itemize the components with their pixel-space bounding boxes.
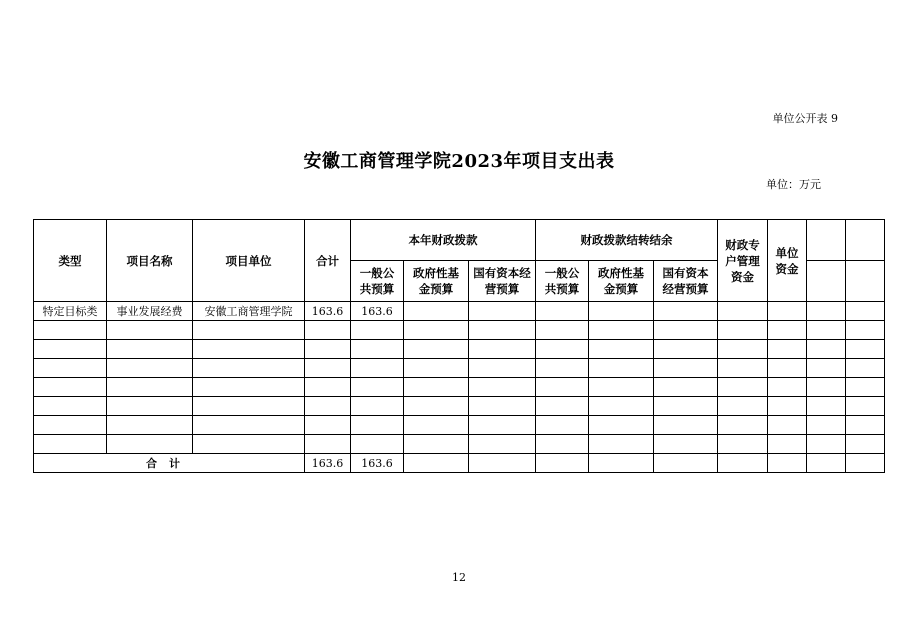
table-row-empty xyxy=(34,435,885,454)
page-number: 12 xyxy=(452,571,466,584)
cell-project-name: 事业发展经费 xyxy=(107,302,193,321)
header-cy-general: 一般公共预算 xyxy=(351,261,404,302)
table-row-empty xyxy=(34,359,885,378)
table-row-empty xyxy=(34,378,885,397)
header-cy-gov-fund: 政府性基金预算 xyxy=(404,261,469,302)
header-extra-2b xyxy=(846,261,885,302)
cell-unit-fund xyxy=(768,302,807,321)
cell-extra-2 xyxy=(846,302,885,321)
header-extra-2 xyxy=(846,220,885,261)
cell-type: 特定目标类 xyxy=(34,302,107,321)
header-current-year-appropriation: 本年财政拨款 xyxy=(351,220,536,261)
form-number: 单位公开表 9 xyxy=(772,112,838,125)
unit-label: 单位：万元 xyxy=(766,178,821,191)
table-row-empty xyxy=(34,321,885,340)
header-unit-fund: 单位资金 xyxy=(768,220,807,302)
total-row xyxy=(34,454,885,473)
total-label: 合计 xyxy=(34,454,305,473)
total-sum: 163.6 xyxy=(305,454,351,473)
header-row-1 xyxy=(34,220,885,261)
table-row xyxy=(34,302,885,321)
total-cy-general: 163.6 xyxy=(351,454,404,473)
header-type: 类型 xyxy=(34,220,107,302)
cell-extra-1 xyxy=(807,302,846,321)
table-row-empty xyxy=(34,416,885,435)
page-title: 安徽工商管理学院2023年项目支出表 xyxy=(303,151,615,172)
cell-co-general xyxy=(536,302,589,321)
header-co-gov-fund: 政府性基金预算 xyxy=(589,261,654,302)
cell-co-state-capital xyxy=(654,302,718,321)
header-co-state-capital: 国有资本经营预算 xyxy=(654,261,718,302)
header-co-general: 一般公共预算 xyxy=(536,261,589,302)
table-row-empty xyxy=(34,340,885,359)
header-carryover: 财政拨款结转结余 xyxy=(536,220,718,261)
header-cy-state-capital: 国有资本经营预算 xyxy=(469,261,536,302)
cell-cy-general: 163.6 xyxy=(351,302,404,321)
cell-special-fund xyxy=(718,302,768,321)
header-project-name: 项目名称 xyxy=(107,220,193,302)
cell-co-gov-fund xyxy=(589,302,654,321)
cell-project-unit: 安徽工商管理学院 xyxy=(193,302,305,321)
project-expenditure-table xyxy=(33,219,885,473)
header-extra-1b xyxy=(807,261,846,302)
cell-total: 163.6 xyxy=(305,302,351,321)
table-row-empty xyxy=(34,397,885,416)
header-extra-1 xyxy=(807,220,846,261)
header-project-unit: 项目单位 xyxy=(193,220,305,302)
cell-cy-state-capital xyxy=(469,302,536,321)
header-special-fund: 财政专户管理资金 xyxy=(718,220,768,302)
header-total: 合计 xyxy=(305,220,351,302)
cell-cy-gov-fund xyxy=(404,302,469,321)
